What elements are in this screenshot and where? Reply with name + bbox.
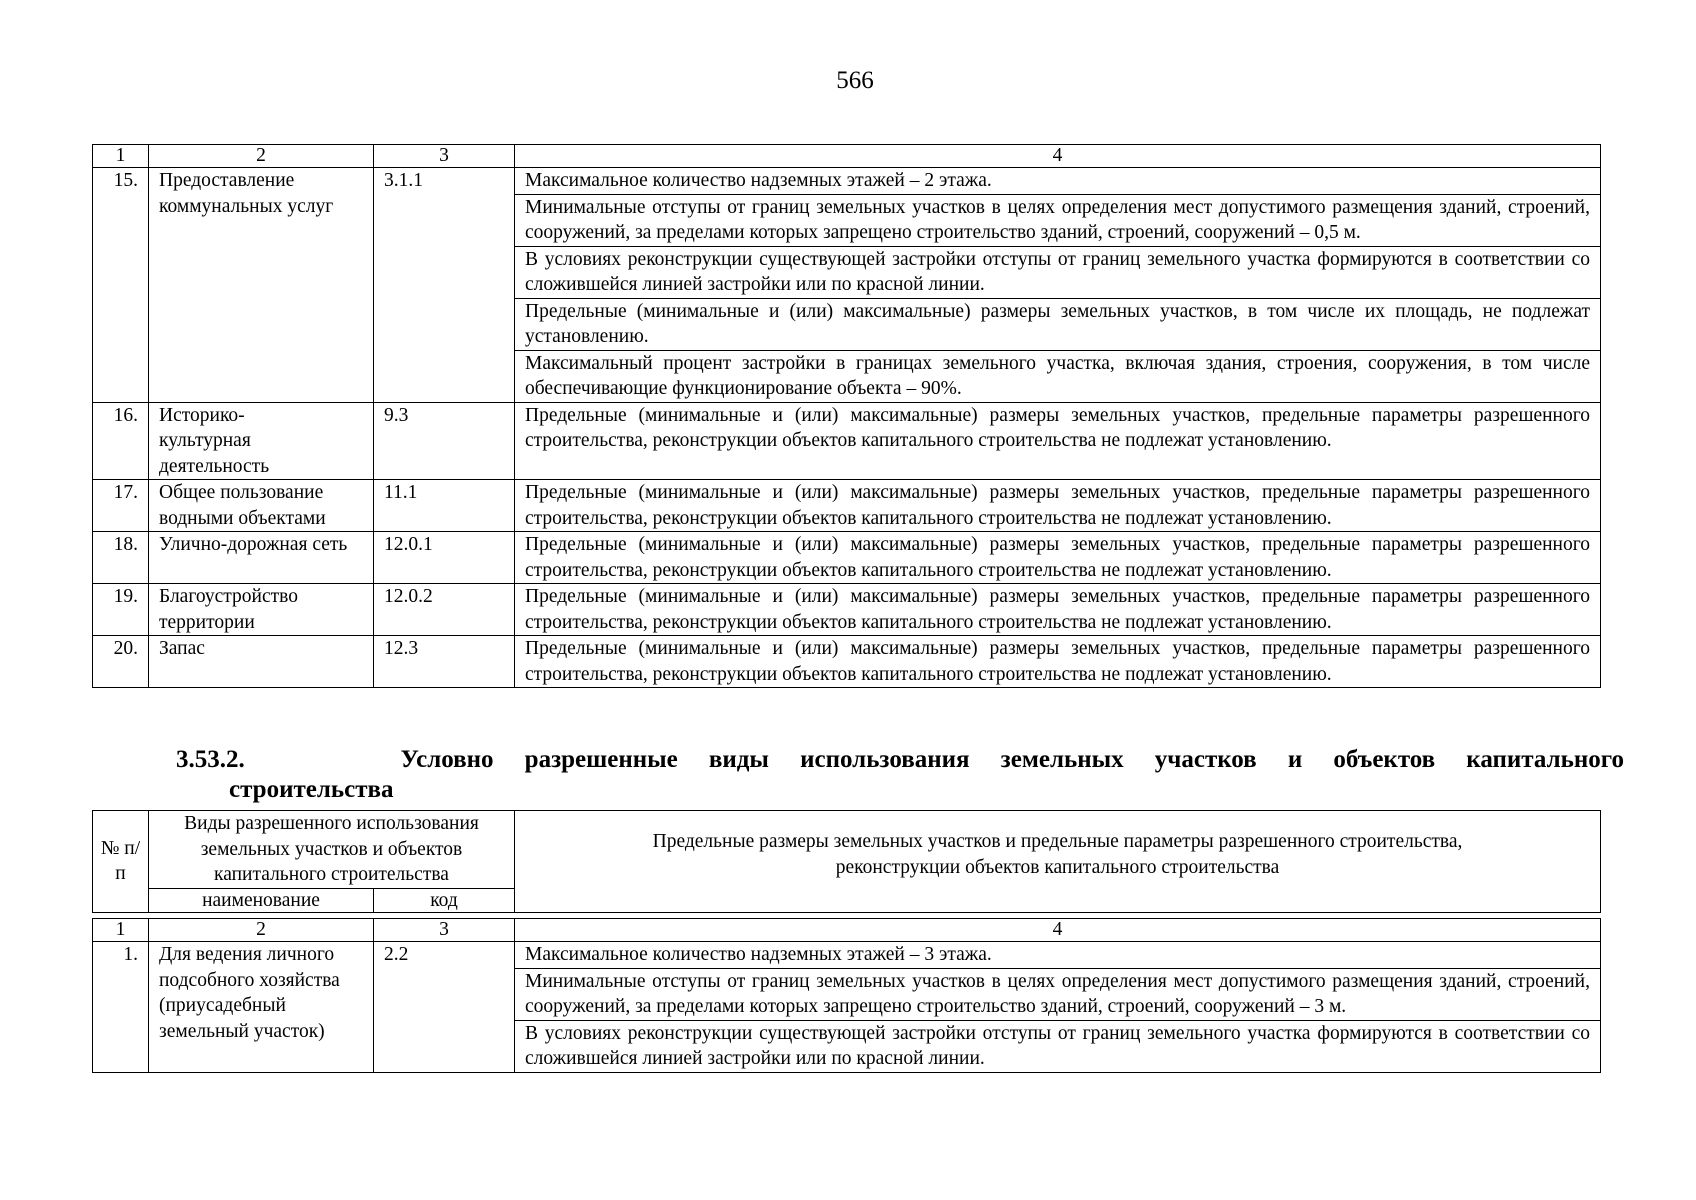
parameter-text: В условиях реконструкции существующей застройки отступы от границ земельного участка формируются в соответствии со сложившейся линией застройки или по красной линии. (515, 1020, 1601, 1072)
table-row (93, 168, 1601, 195)
use-kind-code: 2.2 (374, 942, 515, 1073)
column-numbers-row (93, 919, 1601, 942)
header-num: № п/п (93, 811, 149, 913)
column-number: 3 (374, 919, 515, 942)
use-kind-name: Улично-дорожная сеть (149, 532, 374, 584)
table-row (93, 636, 1601, 688)
use-kind-name: Предоставление коммунальных услуг (149, 168, 374, 403)
parameter-text: Предельные (минимальные и (или) максимальные) размеры земельных участков, предельные параметры разрешенного строительства, реконструкции объектов капитального строительства не подлежат установлению. (515, 584, 1601, 636)
use-kind-name: Запас (149, 636, 374, 688)
use-kind-code: 11.1 (374, 480, 515, 532)
use-kind-name: Для ведения личного подсобного хозяйства (приусадебный земельный участок) (149, 942, 374, 1073)
row-number: 20. (93, 636, 149, 688)
table-row (93, 532, 1601, 584)
parameter-text: Предельные (минимальные и (или) максимальные) размеры земельных участков, в том числе их площадь, не подлежат установлению. (515, 298, 1601, 350)
row-number: 1. (93, 942, 149, 1073)
parameter-text: Максимальное количество надземных этажей – 3 этажа. (515, 942, 1601, 969)
header-code: код (374, 888, 515, 912)
table-row (93, 942, 1601, 969)
table-row (93, 584, 1601, 636)
row-number: 19. (93, 584, 149, 636)
column-number: 1 (93, 145, 149, 168)
row-number: 15. (93, 168, 149, 403)
page-number: 566 (836, 67, 874, 94)
parameter-text: Минимальные отступы от границ земельных участков в целях определения мест допустимого размещения зданий, строений, сооружений, за пределами которых запрещено строительство зданий, строений, сооружений – 0,5 м. (515, 194, 1601, 246)
header-name: наименование (149, 888, 374, 912)
section-number: 3.53.2. (176, 746, 245, 773)
section-title-line2: строительства (229, 776, 394, 803)
parameter-text: Минимальные отступы от границ земельных участков в целях определения мест допустимого размещения зданий, строений, сооружений, за пределами которых запрещено строительство зданий, строений, сооружений – 3 м. (515, 968, 1601, 1020)
parameter-text: Предельные (минимальные и (или) максимальные) размеры земельных участков, предельные параметры разрешенного строительства, реконструкции объектов капитального строительства не подлежат установлению. (515, 480, 1601, 532)
use-kind-code: 3.1.1 (374, 168, 515, 403)
use-kind-name: Благоустройство территории (149, 584, 374, 636)
table-row (93, 402, 1601, 480)
conditional-uses-table (92, 918, 1601, 1073)
column-number: 2 (149, 919, 374, 942)
parameter-text: Предельные (минимальные и (или) максимальные) размеры земельных участков, предельные параметры разрешенного строительства, реконструкции объектов капитального строительства не подлежат установлению. (515, 532, 1601, 584)
use-kind-name: Общее пользование водными объектами (149, 480, 374, 532)
parameter-text: В условиях реконструкции существующей застройки отступы от границ земельного участка формируются в соответствии со сложившейся линией застройки или по красной линии. (515, 246, 1601, 298)
row-number: 16. (93, 402, 149, 480)
section-heading-line1 (176, 745, 1624, 775)
header-params: Предельные размеры земельных участков и предельные параметры разрешенного строительства, реконструкции объектов капитального строительства (515, 811, 1601, 913)
column-number: 1 (93, 919, 149, 942)
conditional-uses-header-table (92, 810, 1601, 913)
column-number: 4 (515, 919, 1601, 942)
section-heading (176, 745, 1624, 805)
use-kind-code: 12.0.1 (374, 532, 515, 584)
parameter-text: Предельные (минимальные и (или) максимальные) размеры земельных участков, предельные параметры разрешенного строительства, реконструкции объектов капитального строительства не подлежат установлению. (515, 636, 1601, 688)
column-number: 3 (374, 145, 515, 168)
section-title-line1: Условно разрешенные виды использования земельных участков и объектов капитального (400, 746, 1624, 773)
table-row (93, 480, 1601, 532)
row-number: 18. (93, 532, 149, 584)
permitted-uses-table (92, 144, 1601, 688)
use-kind-code: 12.0.2 (374, 584, 515, 636)
parameter-text: Предельные (минимальные и (или) максимальные) размеры земельных участков, предельные параметры разрешенного строительства, реконструкции объектов капитального строительства не подлежат установлению. (515, 402, 1601, 480)
column-numbers-row (93, 145, 1601, 168)
column-number: 4 (515, 145, 1601, 168)
header-kinds: Виды разрешенного использования земельных участков и объектов капитального строительства (149, 811, 515, 889)
use-kind-code: 12.3 (374, 636, 515, 688)
use-kind-name: Историко-культурная деятельность (149, 402, 374, 480)
row-number: 17. (93, 480, 149, 532)
parameter-text: Максимальное количество надземных этажей – 2 этажа. (515, 168, 1601, 195)
column-number: 2 (149, 145, 374, 168)
use-kind-code: 9.3 (374, 402, 515, 480)
parameter-text: Максимальный процент застройки в границах земельного участка, включая здания, строения, сооружения, в том числе обеспечивающие функционирование объекта – 90%. (515, 350, 1601, 402)
